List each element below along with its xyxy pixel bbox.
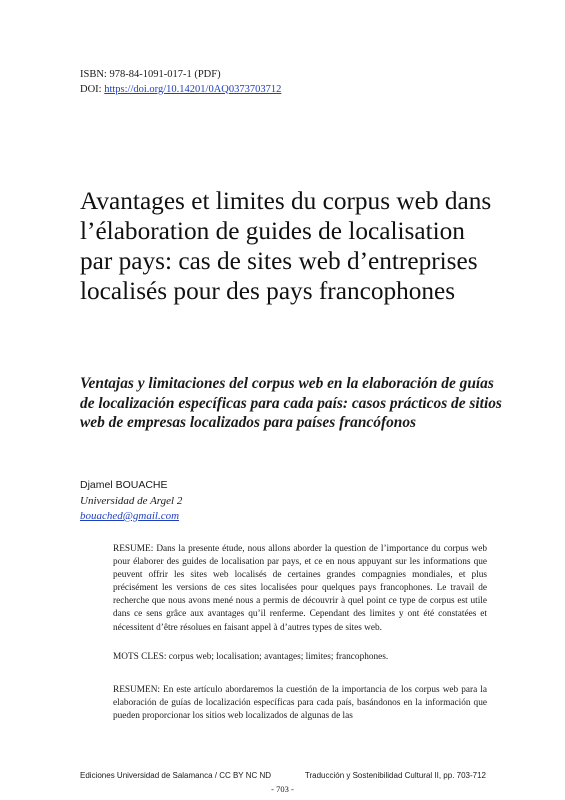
paper-title: Avantages et limites du corpus web dans l’élaboration de guides de localisation par pays: cas de sites web d’entreprises localisés pour des pays francophones bbox=[80, 187, 492, 305]
keywords-french-text: corpus web; localisation; avantages; limites; francophones. bbox=[166, 652, 389, 662]
doi-link[interactable]: https://doi.org/10.14201/0AQ0373703712 bbox=[104, 83, 282, 95]
abstract-french-text: Dans la presente étude, nous allons aborder la question de l’importance du corpus web pour élaborer des guides de localisation par pays, et ce en nous appuyant sur les informations que peuvent offrir les sites web localisés de certaines grandes compagnies mondiales, et plus précisément les versions de ces sites localisées pour quelques pays francophones. Le travail de recherche que nous avons mené nous a permis de découvrir à quel point ce type de corpus est utile dans ce sens grâce aux avantages qu’il renferme. Cependant des limites y ont été constatées et nécessitent d’être résolues en faisant appel à d’autres types de sites web. bbox=[113, 544, 487, 633]
author-name: Djamel BOUACHE bbox=[80, 479, 168, 491]
footer-publisher: Ediciones Universidad de Salamanca / CC BY NC ND bbox=[80, 771, 272, 780]
abstract-french bbox=[113, 543, 487, 635]
keywords-french-label: MOTS CLES: bbox=[113, 652, 167, 662]
author-affiliation: Universidad de Argel 2 bbox=[80, 494, 183, 507]
keywords-french bbox=[113, 651, 487, 664]
isbn-line: ISBN: 978-84-1091-017-1 (PDF) bbox=[80, 69, 221, 80]
doi-line bbox=[80, 83, 281, 98]
abstract-spanish-label: RESUMEN: bbox=[113, 685, 161, 695]
author-email[interactable]: bouached@gmail.com bbox=[80, 510, 180, 522]
abstract-spanish bbox=[113, 684, 487, 723]
page-number: - 703 - bbox=[271, 784, 294, 794]
abstract-spanish-text: En este artículo abordaremos la cuestión de la importancia de los corpus web para la elaboración de guías de localización específicas para cada país, basándonos en la información que pueden proporcionar los sitios web localizados de algunas de las bbox=[113, 685, 487, 722]
abstract-french-label: RESUME: bbox=[113, 544, 154, 554]
paper-subtitle: Ventajas y limitaciones del corpus web en la elaboración de guías de localización específicas para cada país: casos prácticos de sitios web de empresas localizados para países francófonos bbox=[80, 375, 502, 431]
author-block bbox=[80, 478, 182, 525]
footer-journal: Traducción y Sostenibilidad Cultural II, pp. 703-712 bbox=[304, 771, 486, 780]
publication-meta bbox=[80, 68, 281, 97]
doi-label: DOI: bbox=[80, 83, 105, 95]
